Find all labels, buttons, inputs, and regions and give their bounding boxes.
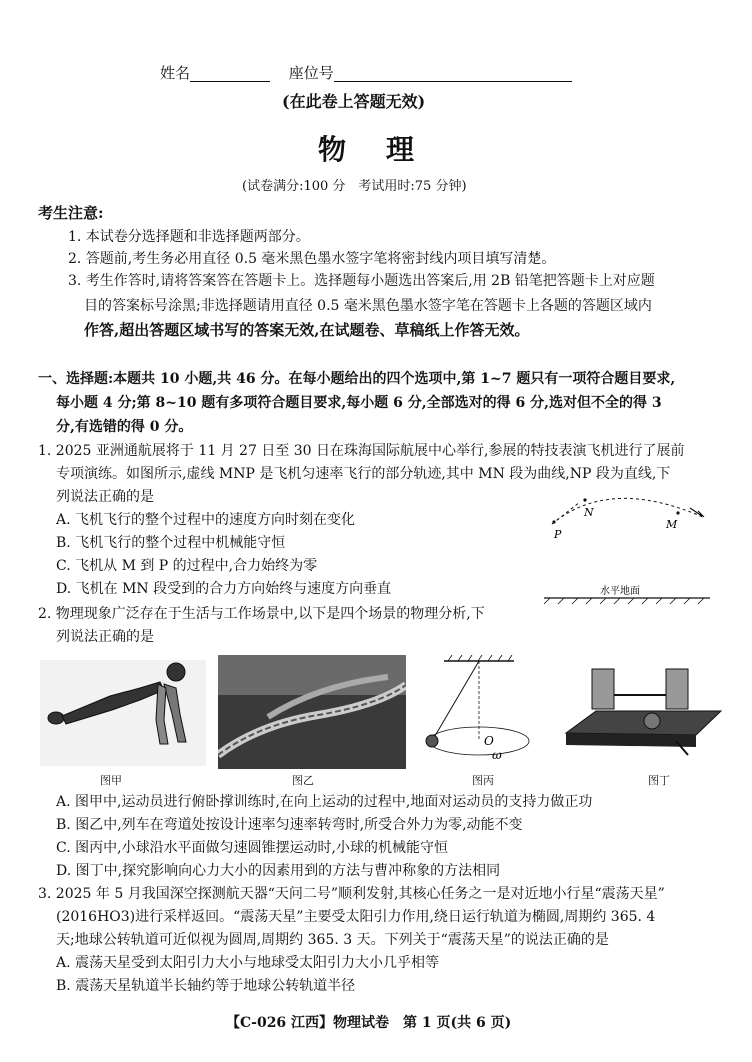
label-omega: ω [492, 748, 502, 762]
notice-item: 3. 考生作答时,请将答案答在答题卡上。选择题每小题选出答案后,用 2B 铅笔把答题卡上对应题 [68, 273, 655, 289]
flight-path-straight [552, 502, 580, 524]
section-intro: 分,有选错的得 0 分。 [56, 419, 193, 435]
q1-figure [540, 486, 712, 606]
q2-option-a: A. 图甲中,运动员进行俯卧撑训练时,在向上运动的过程中,地面对运动员的支持力做正功 [56, 794, 593, 810]
fig-bing-pendulum [414, 655, 544, 767]
q1-option-d: D. 飞机在 MN 段受到的合力方向始终与速度方向垂直 [56, 581, 392, 597]
notice-item: 作答,超出答题区域书写的答案无效,在试题卷、草稿纸上作答无效。 [84, 321, 530, 339]
name-blank [190, 65, 270, 82]
label-n: N [584, 506, 594, 519]
seat-label: 座位号 [288, 64, 334, 82]
caption-bing: 图丙 [472, 774, 494, 787]
q3-stem: 3. 2025 年 5 月我国深空探测航天器“天问二号”顺利发射,其核心任务之一是对近地小行星“震荡天星” [38, 886, 665, 902]
label-p: P [554, 528, 562, 541]
q1-stem: 专项演练。如图所示,虚线 MNP 是飞机匀速率飞行的部分轨迹,其中 MN 段为曲线,NP 段为直线,下 [56, 466, 671, 482]
label-o: O [484, 734, 494, 748]
notice-item: 2. 答题前,考生务必用直径 0.5 毫米黑色墨水签字笔将密封线内项目填写清楚。 [68, 251, 556, 267]
fig-yi-train [218, 655, 406, 769]
pendulum-ball [426, 735, 438, 747]
seat-blank [334, 65, 572, 82]
q1-stem: 列说法正确的是 [56, 489, 154, 505]
q3-stem: 天;地球公转轨道可近似视为圆周,周期约 365. 3 天。下列关于“震荡天星”的说法正确的是 [56, 932, 609, 948]
q1-stem: 1. 2025 亚洲通航展将于 11 月 27 日至 30 日在珠海国际航展中心举行,参展的特技表演飞机进行了展前 [38, 443, 685, 459]
q2-option-b: B. 图乙中,列车在弯道处按设计速率匀速率转弯时,所受合外力为零,动能不变 [56, 817, 523, 833]
point-p [552, 520, 555, 523]
flight-path [552, 498, 705, 524]
point-n [583, 498, 586, 501]
q3-option-b: B. 震荡天星轨道半长轴约等于地球公转轨道半径 [56, 978, 356, 994]
q2-stem: 列说法正确的是 [56, 629, 154, 645]
ground-label: 水平地面 [600, 586, 640, 597]
notice-item: 1. 本试卷分选择题和非选择题两部分。 [68, 229, 310, 245]
q2-option-c: C. 图丙中,小球沿水平面做匀速圆锥摆运动时,小球的机械能守恒 [56, 840, 449, 856]
notice-title: 考生注意: [38, 204, 104, 222]
caption-jia: 图甲 [100, 774, 122, 787]
name-label: 姓名 [160, 64, 191, 82]
ground-hatch [544, 598, 704, 604]
fig-jia-pushup [40, 660, 206, 766]
caption-yi: 图乙 [292, 774, 314, 787]
fig-ding-apparatus [556, 655, 726, 767]
q2-option-d: D. 图丁中,探究影响向心力大小的因素用到的方法与曹冲称象的方法相同 [56, 863, 501, 879]
q3-option-a: A. 震荡天星受到太阳引力大小与地球受太阳引力大小几乎相等 [56, 955, 440, 971]
section-intro: 一、选择题:本题共 10 小题,共 46 分。在每小题给出的四个选项中,第 1~7 题只有一项符合题目要求, [38, 371, 676, 387]
q2-stem: 2. 物理现象广泛存在于生活与工作场景中,以下是四个场景的物理分析,下 [38, 606, 485, 622]
q1-option-c: C. 飞机从 M 到 P 的过程中,合力始终为零 [56, 558, 318, 574]
plane-icon [690, 508, 704, 517]
q3-stem: (2016HO3)进行采样返回。“震荡天星”主要受太阳引力作用,绕日运行轨道为椭圆,周期约 365. 4 [56, 909, 656, 925]
exam-info: (试卷满分:100 分 考试用时:75 分钟) [242, 179, 467, 194]
q1-option-b: B. 飞机飞行的整个过程中机械能守恒 [56, 535, 286, 551]
section-intro: 每小题 4 分;第 8~10 题有多项符合题目要求,每小题 6 分,全部选对的得 6 分,选对但不全的得 3 [56, 395, 662, 411]
label-m: M [666, 518, 678, 531]
page-footer: 【C-026 江西】物理试卷 第 1 页(共 6 页) [226, 1015, 512, 1031]
caption-ding: 图丁 [648, 774, 670, 787]
invalid-note: (在此卷上答题无效) [282, 92, 426, 111]
q1-option-a: A. 飞机飞行的整个过程中的速度方向时刻在变化 [56, 512, 356, 528]
subject-title: 物理 [318, 133, 455, 166]
point-m [676, 511, 679, 514]
notice-item: 目的答案标号涂黑;非选择题请用直径 0.5 毫米黑色墨水签字笔在答题卡上各题的答题区域内 [84, 298, 652, 314]
name-field [160, 64, 572, 82]
